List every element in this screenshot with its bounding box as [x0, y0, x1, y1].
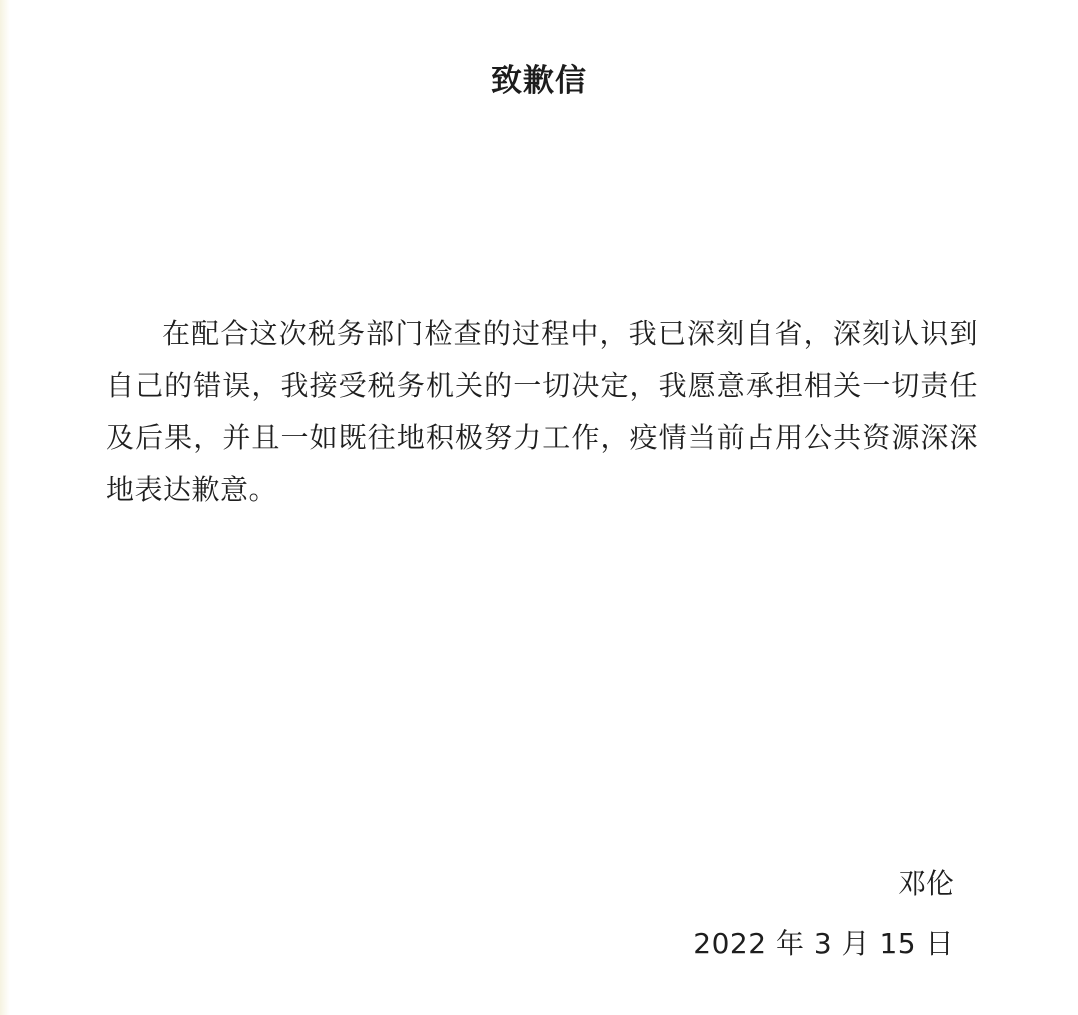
signature-name: 邓伦 [897, 867, 954, 900]
letter-body: 在配合这次税务部门检查的过程中，我已深刻自省，深刻认识到自己的错误，我接受税务机关的一切决定，我愿意承担相关一切责任及后果，并且一如既往地积极努力工作，疫情当前占用公共资源深深地表达歉意。 [106, 317, 978, 506]
letter-title: 致歉信 [491, 63, 587, 99]
page-edge-shading [0, 0, 10, 1015]
letter-date: 2022 年 3 月 15 日 [693, 927, 954, 960]
